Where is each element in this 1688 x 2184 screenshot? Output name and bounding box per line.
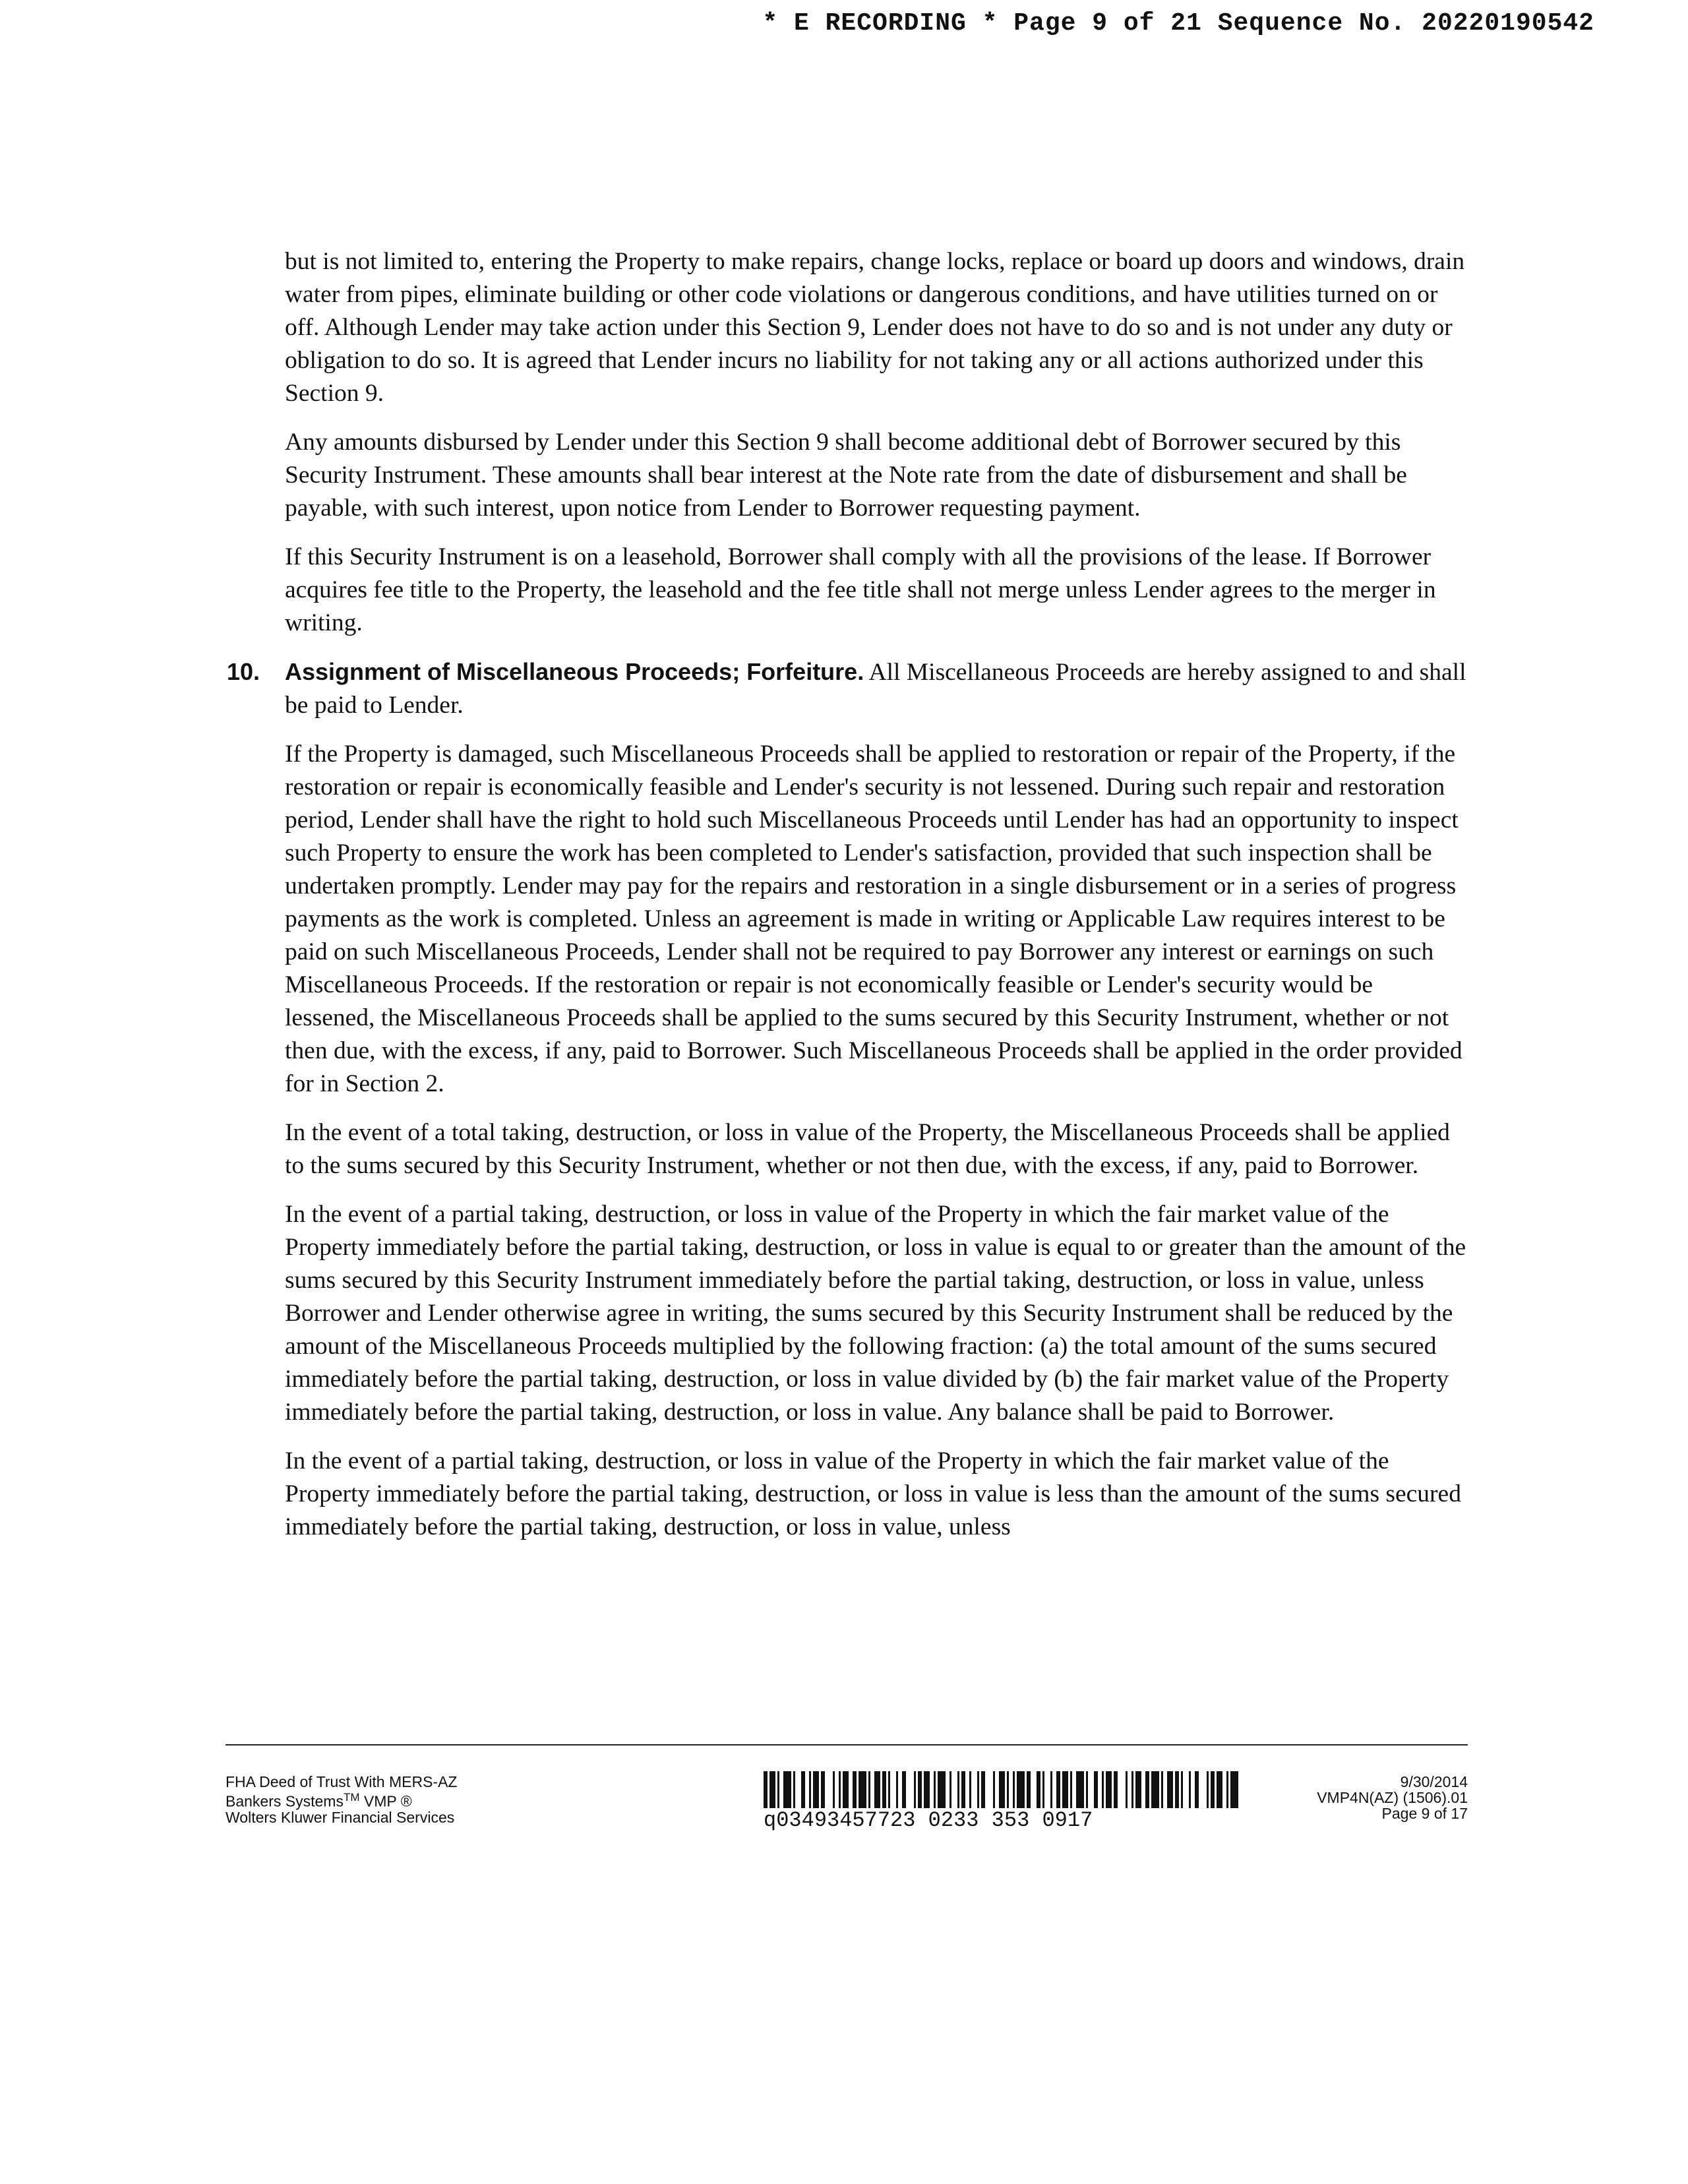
section-10 [227, 655, 1466, 722]
barcode-bar [924, 1771, 930, 1808]
footer-form-info [226, 1774, 457, 1825]
barcode-bar [1217, 1771, 1222, 1808]
barcode-bar [1230, 1771, 1238, 1808]
barcode-bar [934, 1771, 936, 1808]
barcode-bar [783, 1771, 791, 1808]
form-date: 9/30/2014 [1400, 1773, 1468, 1790]
barcode-bar [1151, 1771, 1159, 1808]
section-text: All Miscellaneous Proceeds are hereby assigned to and shall be paid to Lender. [285, 659, 1466, 719]
barcode-bar [874, 1771, 880, 1808]
barcode-number: q03493457723 0233 353 0917 [764, 1808, 1093, 1833]
company-name: Wolters Kluwer Financial Services [226, 1808, 455, 1826]
barcode-bar [1189, 1771, 1191, 1808]
barcode-bar [1106, 1771, 1112, 1808]
barcode-bar [961, 1771, 965, 1808]
section-number: 10. [227, 658, 260, 685]
barcode-bar [839, 1771, 841, 1808]
barcode-bar [914, 1771, 916, 1808]
barcode-bar [1070, 1771, 1072, 1808]
paragraph: Any amounts disbursed by Lender under this Section 9 shall become additional debt of Borrower secured by this Security Instrument. These amounts shall bear interest at the Note rate from the date of disbursement and shall be payable, with such interest, upon notice from Lender to Borrower requesting payment. [285, 429, 1407, 522]
barcode-bar [882, 1771, 886, 1808]
barcode-bar [868, 1771, 870, 1808]
barcode-bar [777, 1771, 779, 1808]
barcode-bar [918, 1771, 922, 1808]
barcode-bar [833, 1771, 835, 1808]
document-body [227, 245, 1466, 1560]
barcode-bar [1086, 1771, 1088, 1808]
barcode-bar [1175, 1771, 1179, 1808]
barcode-bar [1062, 1771, 1068, 1808]
barcode-bar [1076, 1771, 1084, 1808]
paragraph: If this Security Instrument is on a leasehold, Borrower shall comply with all the provisions of the lease. If Borrower acquires fee title to the Property, the leasehold and the fee title shall not merge unless Lender agrees to the merger in writing. [285, 543, 1436, 636]
barcode-bar [1102, 1771, 1104, 1808]
barcode-bar [801, 1771, 805, 1808]
barcode-bar [813, 1771, 819, 1808]
barcode-bar [896, 1771, 898, 1808]
form-code: VMP4N(AZ) (1506).01 [1317, 1789, 1468, 1806]
barcode-bar [1007, 1771, 1009, 1808]
barcode-bar [993, 1771, 995, 1808]
paragraph: In the event of a total taking, destruction, or loss in value of the Property, the Miscellaneous Proceeds shall be applied to the sums secured by this Security Instrument, whether or not then due, with the excess, if any, paid to Borrower. [285, 1119, 1450, 1179]
paragraph: In the event of a partial taking, destruction, or loss in value of the Property in which the fair market value of the Property immediately before the partial taking, destruction, or loss in value is equal to or greater than the amount of the sums secured by this Security Instrument immediately before the partial taking, destruction, or loss in value, unless Borrower and Lender otherwise agree in writing, the sums secured by this Security Instrument shall be reduced by the amount of the Miscellaneous Proceeds multiplied by the following fraction: (a) the total amount of the sums secured immediately before the partial taking, destruction, or loss in value divided by (b) the fair market value of the Property immediately before the partial taking, destruction, or loss in value. Any balance shall be paid to Borrower. [285, 1201, 1466, 1426]
barcode-bar [1131, 1771, 1133, 1808]
barcode-bar [1195, 1771, 1199, 1808]
barcode-bar [1013, 1771, 1015, 1808]
barcode-bar [1207, 1771, 1209, 1808]
barcode-bar [1056, 1771, 1060, 1808]
barcode-bar [1114, 1771, 1118, 1808]
barcode-bar [950, 1771, 951, 1808]
barcode-bar [1145, 1771, 1149, 1808]
barcode-bar [859, 1771, 866, 1808]
barcode-bar [938, 1771, 946, 1808]
barcode-bar [1037, 1771, 1040, 1808]
paragraph: In the event of a partial taking, destruction, or loss in value of the Property in which the fair market value of the Property immediately before the partial taking, destruction, or loss in value is less than the amount of the sums secured immediately before the partial taking, destruction, or loss in value, unless [285, 1447, 1461, 1540]
barcode-bar [1017, 1771, 1025, 1808]
barcode-bar [1042, 1771, 1044, 1808]
barcode-bar [1161, 1771, 1163, 1808]
footer-form-meta [1317, 1774, 1468, 1821]
company-line: Bankers Systems™ VMP ® [226, 1791, 412, 1810]
footer-divider [226, 1744, 1468, 1745]
barcode-bar [1094, 1771, 1098, 1808]
barcode-bar [1027, 1771, 1031, 1808]
form-title: FHA Deed of Trust With MERS-AZ [226, 1773, 458, 1790]
barcode-bar [999, 1771, 1005, 1808]
barcode-bar [977, 1771, 979, 1808]
section-title: Assignment of Miscellaneous Proceeds; Forfeiture. [285, 658, 864, 685]
barcode-bar [1211, 1771, 1215, 1808]
barcode-bar [769, 1771, 775, 1808]
barcode-bar [888, 1771, 890, 1808]
recording-stamp: * E RECORDING * Page 9 of 21 Sequence No. 20220190542 [762, 9, 1594, 38]
paragraph: If the Property is damaged, such Miscellaneous Proceeds shall be applied to restoration or repair of the Property, if the restoration or repair is economically feasible and Lender's security is not lessened. During such repair and restoration period, Lender shall have the right to hold such Miscellaneous Proceeds until Lender has had an opportunity to inspect such Property to ensure the work has been completed to Lender's satisfaction, provided that such inspection shall be undertaken promptly. Lender may pay for the repairs and restoration in a single disbursement or in a series of progress payments as the work is completed. Unless an agreement is made in writing or Applicable Law requires interest to be paid on such Miscellaneous Proceeds, Lender shall not be required to pay Borrower any interest or earnings on such Miscellaneous Proceeds. If the restoration or repair is not economically feasible or Lender's security would be lessened, the Miscellaneous Proceeds shall be applied to the sums secured by this Security Instrument, whether or not then due, with the excess, if any, paid to Borrower. Such Miscellaneous Proceeds shall be applied in the order provided for in Section 2. [285, 741, 1462, 1097]
barcode-bar [1050, 1771, 1052, 1808]
barcode-bar [843, 1771, 849, 1808]
barcode-bar [853, 1771, 857, 1808]
barcode-bar [1167, 1771, 1173, 1808]
barcode-bar [793, 1771, 795, 1808]
paragraph: but is not limited to, entering the Property to make repairs, change locks, replace or board up doors and windows, drain water from pipes, eliminate building or other code violations or dangerous conditions, and have utilities turned on or off. Although Lender may take action under this Section 9, Lender does not have to do so and is not under any duty or obligation to do so. It is agreed that Lender incurs no liability for not taking any or all actions authorized under this Section 9. [285, 248, 1465, 407]
barcode [764, 1771, 1238, 1808]
barcode-bar [1181, 1771, 1183, 1808]
barcode-bar [902, 1771, 906, 1808]
barcode-bar [1135, 1771, 1141, 1808]
barcode-bar [764, 1771, 768, 1808]
barcode-bar [981, 1771, 985, 1808]
barcode-bar [1126, 1771, 1128, 1808]
barcode-bar [809, 1771, 811, 1808]
barcode-bar [1226, 1771, 1228, 1808]
barcode-bar [969, 1771, 971, 1808]
barcode-bar [821, 1771, 825, 1808]
barcode-bar [957, 1771, 959, 1808]
page-number: Page 9 of 17 [1381, 1805, 1468, 1822]
